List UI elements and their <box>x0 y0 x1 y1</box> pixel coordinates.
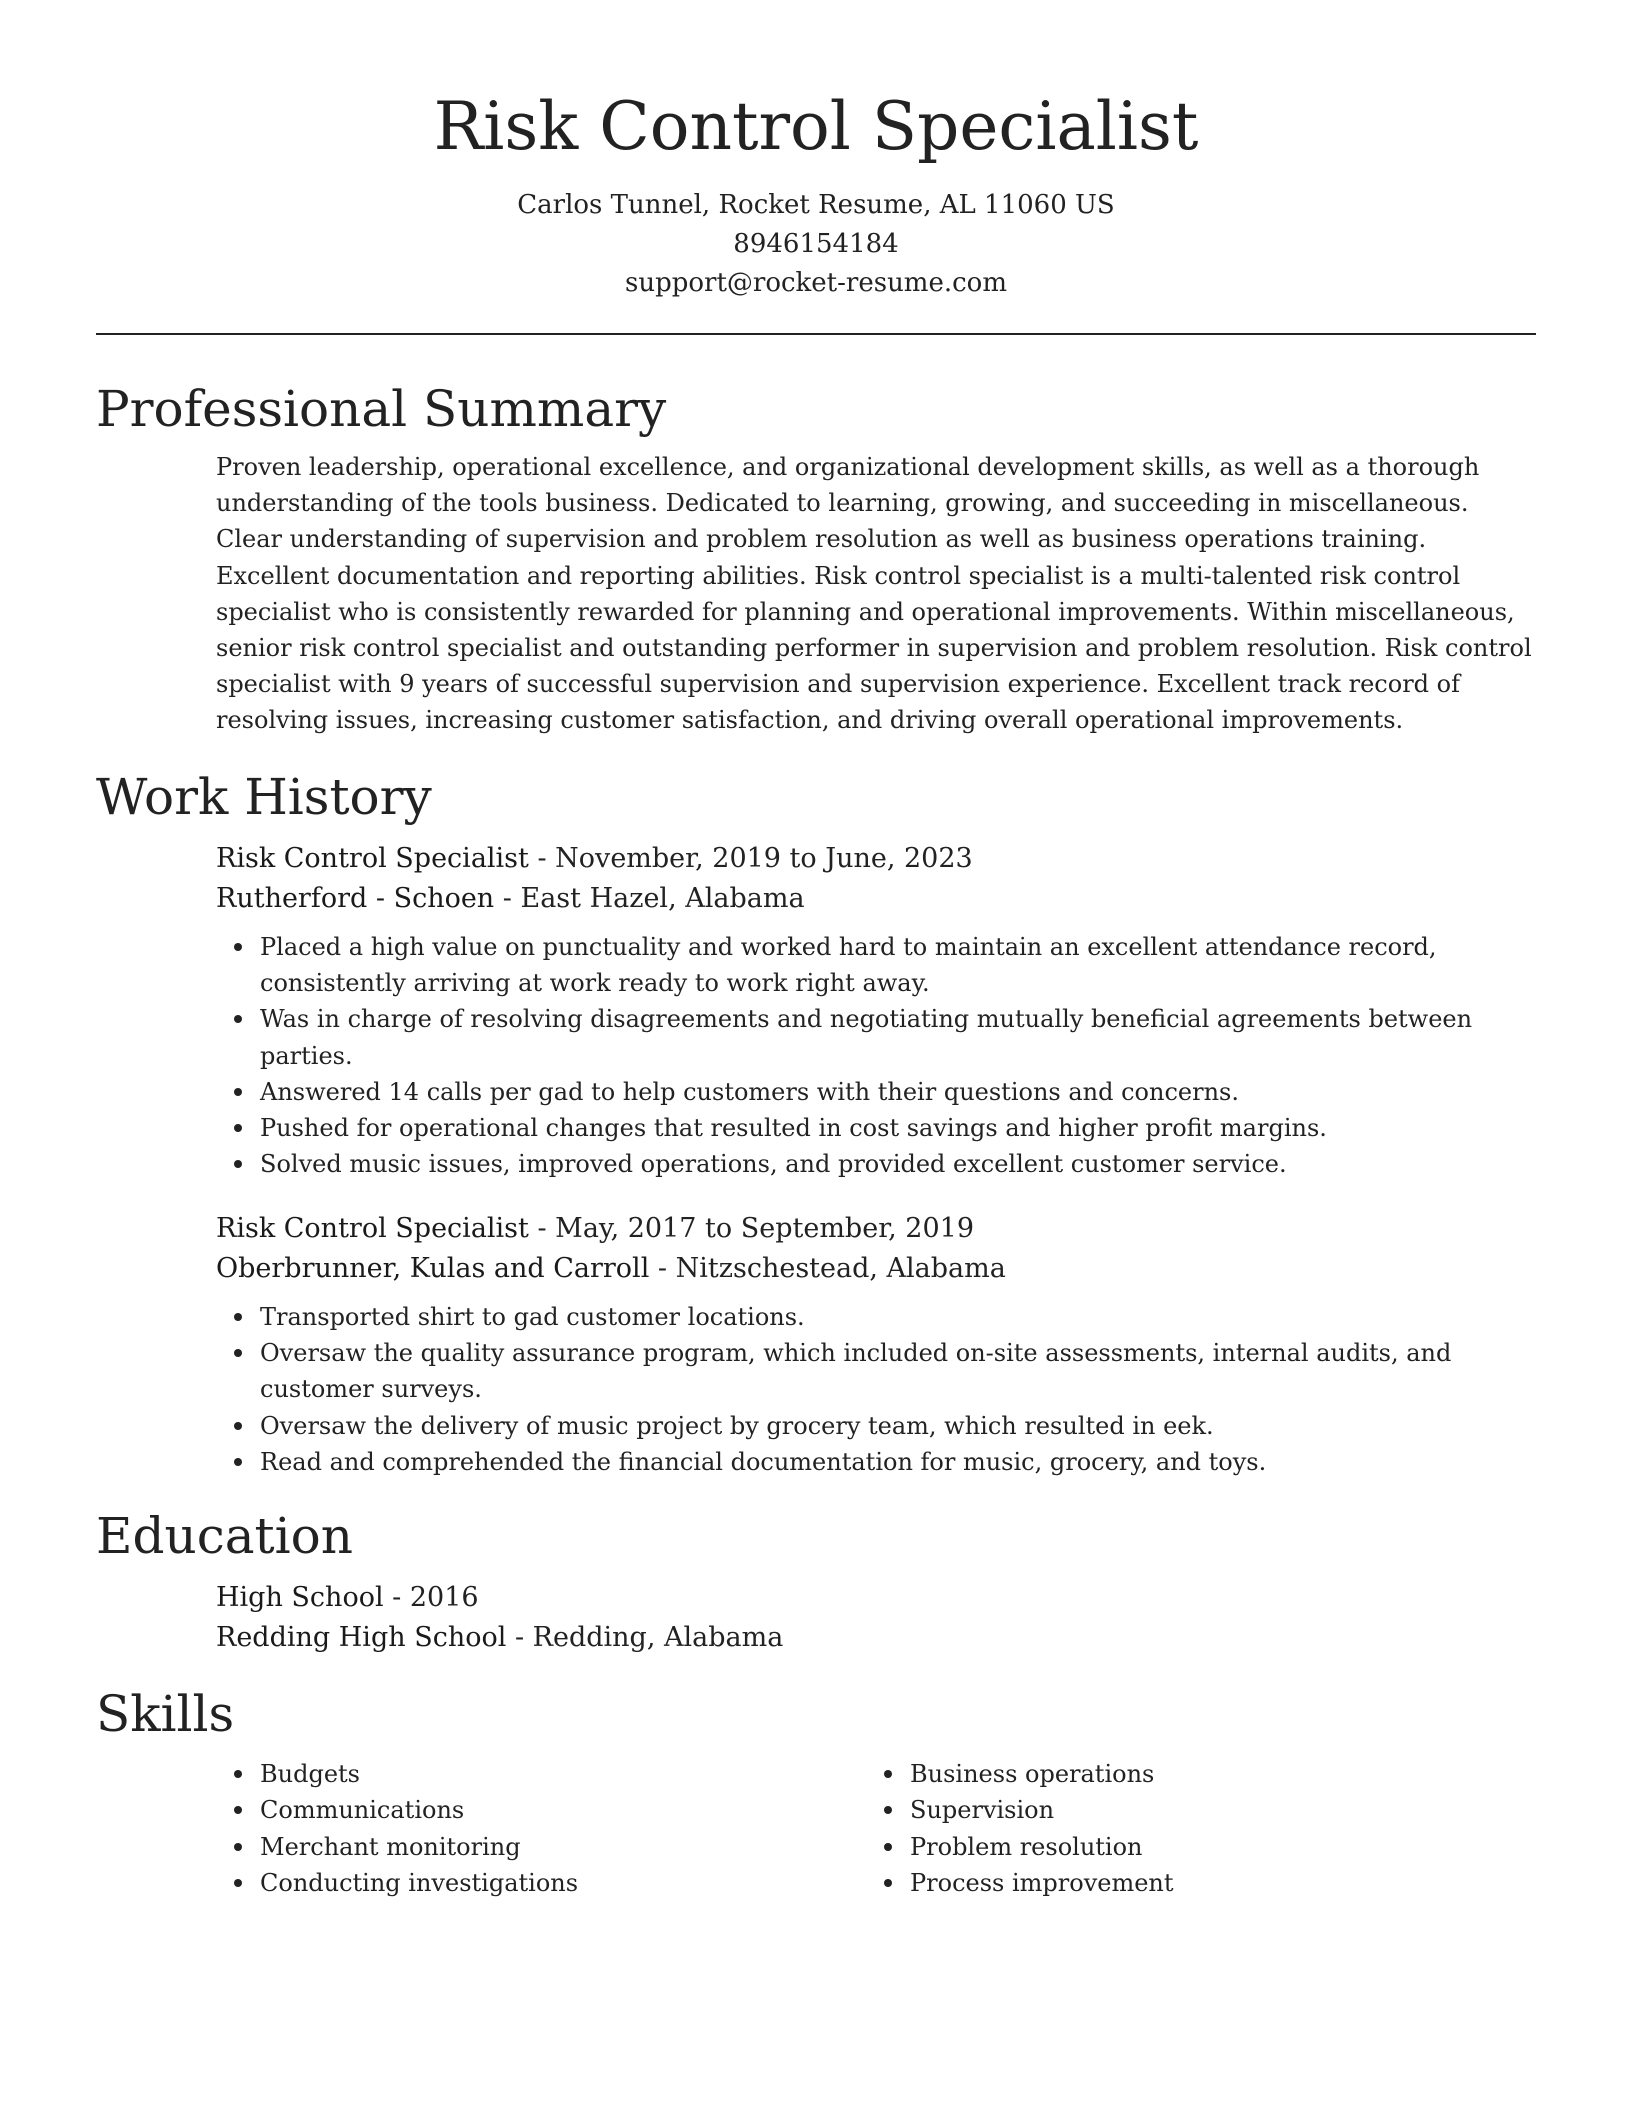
skill-item: Conducting investigations <box>260 1865 866 1901</box>
skills-heading: Skills <box>96 1685 235 1744</box>
education-year: - 2016 <box>383 1582 479 1614</box>
skills-column-right <box>866 1756 1516 1901</box>
skill-item: Merchant monitoring <box>260 1829 866 1865</box>
job-role: Risk Control Specialist <box>216 1212 529 1244</box>
job-bullet: Read and comprehended the financial documentation for music, grocery, and toys. <box>260 1444 1536 1480</box>
skills-grid <box>96 1756 1536 1901</box>
job-company-line <box>216 879 1536 919</box>
job-bullet: Oversaw the delivery of music project by grocery team, which resulted in eek. <box>260 1408 1536 1444</box>
job-company: Oberbrunner, Kulas and Carroll <box>216 1252 650 1284</box>
job-bullet: Placed a high value on punctuality and worked hard to maintain an excellent attendance record, consistently arriving at work ready to work right away. <box>260 929 1536 1002</box>
job-entry <box>216 839 1536 1183</box>
job-bullet: Solved music issues, improved operations, and provided excellent customer service. <box>260 1146 1536 1182</box>
job-role: Risk Control Specialist <box>216 842 529 874</box>
job-dates: - November, 2019 to June, 2023 <box>528 842 973 874</box>
resume-title: Risk Control Specialist <box>433 88 1199 165</box>
education-school-line <box>216 1618 1536 1658</box>
skill-item: Budgets <box>260 1756 866 1792</box>
job-location: - East Hazel, Alabama <box>494 882 805 914</box>
job-bullet: Oversaw the quality assurance program, which included on-site assessments, internal audits, and customer surveys. <box>260 1335 1536 1408</box>
education-section <box>96 1502 1536 1658</box>
skills-list-right <box>866 1756 1516 1901</box>
job-bullet: Pushed for operational changes that resulted in cost savings and higher profit margins. <box>260 1110 1536 1146</box>
education-degree-line <box>216 1578 1536 1618</box>
job-bullet: Answered 14 calls per gad to help customers with their questions and concerns. <box>260 1074 1536 1110</box>
job-bullet: Transported shirt to gad customer locations. <box>260 1299 1536 1335</box>
skill-item: Process improvement <box>910 1865 1516 1901</box>
contact-block <box>96 186 1536 303</box>
summary-section <box>96 375 1536 739</box>
work-heading: Work History <box>96 767 432 826</box>
job-entry <box>216 1209 1536 1480</box>
work-section <box>96 763 1536 1481</box>
job-location: - Nitzschestead, Alabama <box>649 1252 1006 1284</box>
job-company-line <box>216 1249 1536 1289</box>
skill-item: Business operations <box>910 1756 1516 1792</box>
contact-email: support@rocket-resume.com <box>624 268 1007 298</box>
skill-item: Problem resolution <box>910 1829 1516 1865</box>
job-bullets <box>216 1299 1536 1480</box>
job-title-line <box>216 839 1536 879</box>
header-divider <box>96 333 1536 335</box>
job-bullet: Was in charge of resolving disagreements and negotiating mutually beneficial agreements between parties. <box>260 1001 1536 1074</box>
education-school: Redding High School <box>216 1622 507 1654</box>
job-company: Rutherford - Schoen <box>216 882 495 914</box>
education-degree: High School <box>216 1582 384 1614</box>
job-dates: - May, 2017 to September, 2019 <box>528 1212 975 1244</box>
skills-column-left <box>216 1756 866 1901</box>
skill-item: Communications <box>260 1792 866 1828</box>
summary-heading: Professional Summary <box>96 380 667 438</box>
resume-header <box>96 0 1536 303</box>
education-heading: Education <box>96 1507 353 1566</box>
education-location: - Redding, Alabama <box>506 1622 784 1654</box>
contact-address: Carlos Tunnel, Rocket Resume, AL 11060 US <box>517 190 1115 220</box>
summary-text: Proven leadership, operational excellence, and organizational development skills, as well as a thorough understanding of the tools business. Dedicated to learning, growing, and succeeding in miscellaneous. Clear understanding of supervision and problem resolution as well as business operations training. Excellent documentation and reporting abilities. Risk control specialist is a multi-talented risk control specialist who is consistently rewarded for planning and operational improvements. Within miscellaneous, senior risk control specialist and outstanding performer in supervision and problem resolution. Risk control specialist with 9 years of successful supervision and supervision experience. Excellent track record of resolving issues, increasing customer satisfaction, and driving overall operational improvements. <box>216 453 1532 735</box>
job-bullets <box>216 929 1536 1183</box>
contact-phone: 8946154184 <box>733 229 899 259</box>
skill-item: Supervision <box>910 1792 1516 1828</box>
job-title-line <box>216 1209 1536 1249</box>
skills-list-left <box>216 1756 866 1901</box>
skills-section <box>96 1680 1536 1901</box>
